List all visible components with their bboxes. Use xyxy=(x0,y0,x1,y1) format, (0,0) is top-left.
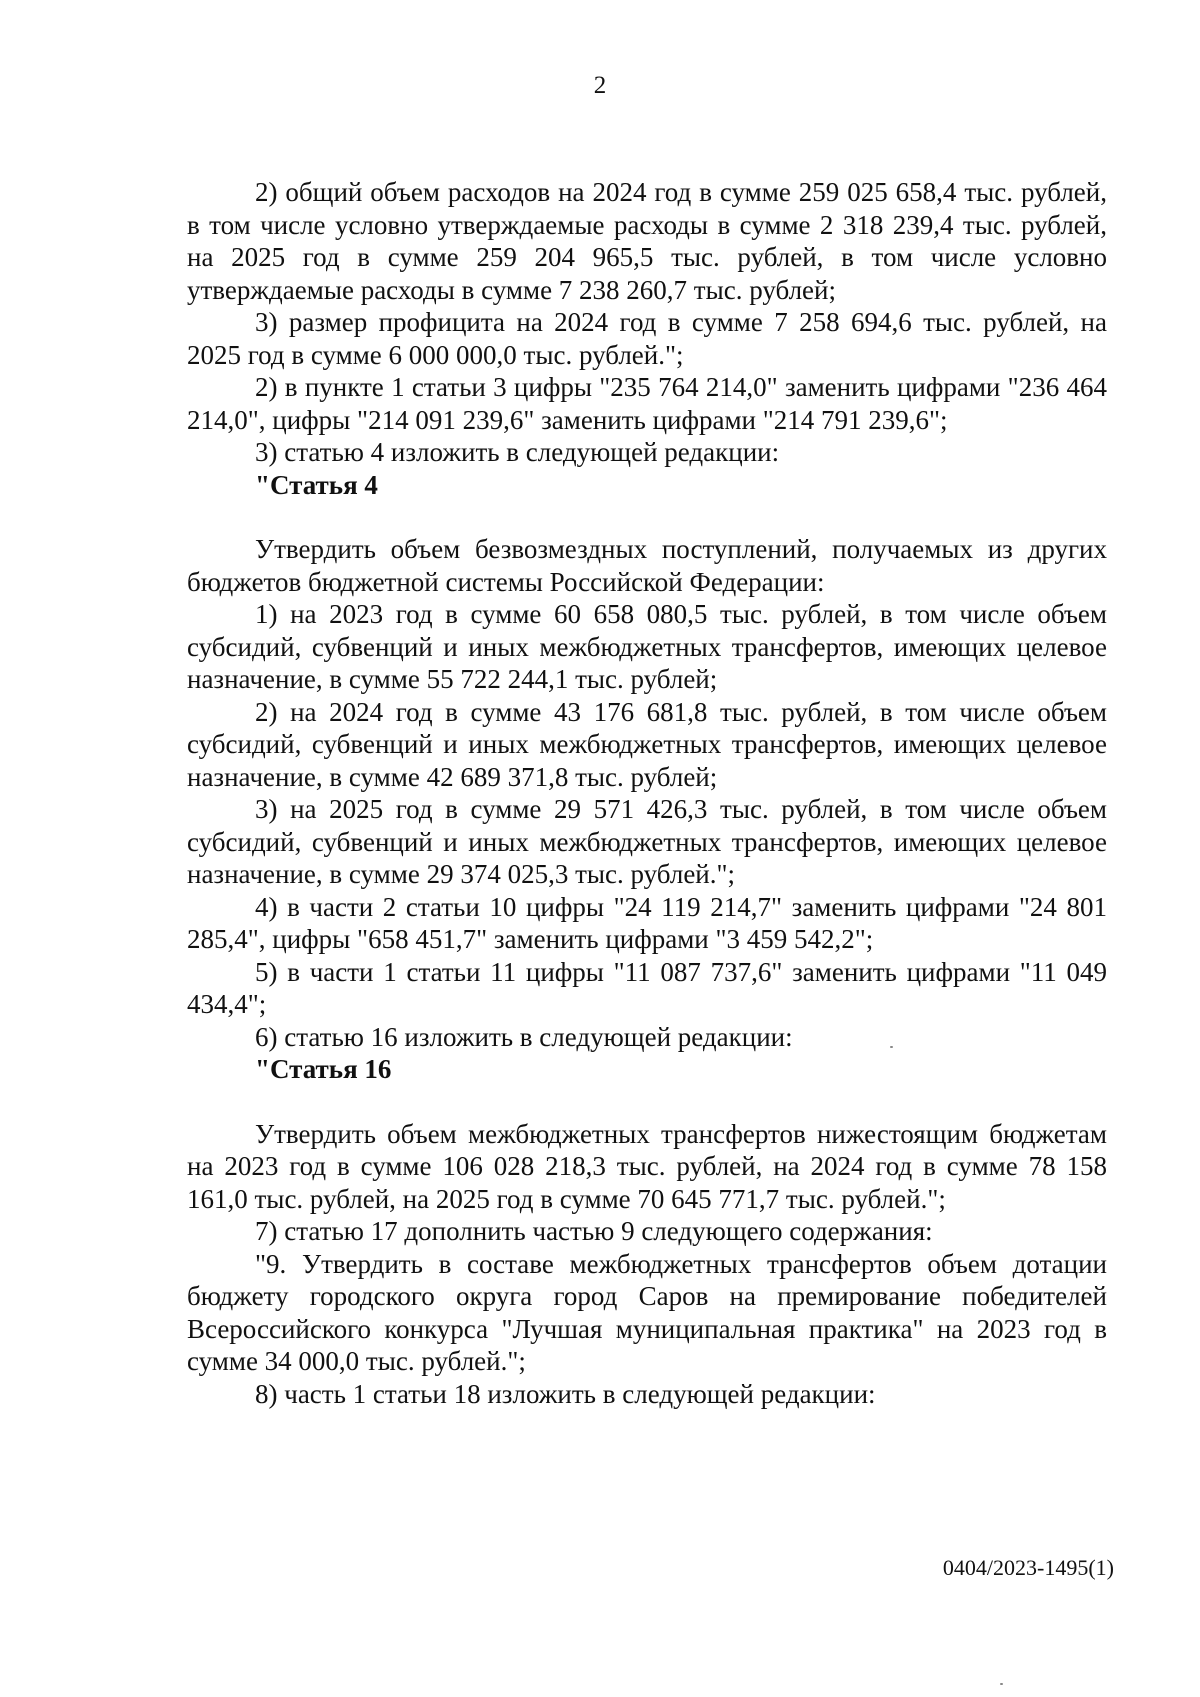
paragraph-article-11-amendment: 5) в части 1 статьи 11 цифры "11 087 737,6" заменить цифрами "11 049 434,4"; xyxy=(187,956,1107,1019)
document-body xyxy=(187,176,1107,1410)
paragraph-2025-receipts: 3) на 2025 год в сумме 29 571 426,3 тыс. рублей, в том числе объем субсидий, субвенций и иных межбюджетных трансфертов, имеющих целевое назначение, в сумме 29 374 025,3 тыс. рублей."; xyxy=(187,794,1107,889)
page-number: 2 xyxy=(593,72,607,99)
paragraph-article-16-intro: 6) статью 16 изложить в следующей редакции: xyxy=(255,1021,793,1052)
paragraph-2024-receipts: 2) на 2024 год в сумме 43 176 681,8 тыс. рублей, в том числе объем субсидий, субвенций и иных межбюджетных трансфертов, имеющих целевое назначение, в сумме 42 689 371,8 тыс. рублей; xyxy=(187,696,1107,792)
spacer xyxy=(187,501,1107,533)
paragraph-article-3-amendment: 2) в пункте 1 статьи 3 цифры "235 764 214,0" заменить цифрами "236 464 214,0", цифры "214 091 239,6" заменить цифрами "214 791 239,6"; xyxy=(187,372,1107,435)
scan-speck xyxy=(890,1046,893,1048)
paragraph-article-4-intro: 3) статью 4 изложить в следующей редакции: xyxy=(255,437,780,467)
paragraph-gratuitous-receipts: Утвердить объем безвозмездных поступлений, получаемых из других бюджетов бюджетной системы Российской Федерации: xyxy=(187,534,1107,597)
spacer xyxy=(187,1086,1107,1118)
paragraph-sarov-subsidy: "9. Утвердить в составе межбюджетных трансфертов объем дотации бюджету городского округа город Саров на премирование победителей Всероссийского конкурса "Лучшая муниципальная практика" на 2023 год в сумме 34 000,0 тыс. рублей."; xyxy=(187,1248,1107,1376)
paragraph-article-17-intro: 7) статью 17 дополнить частью 9 следующего содержания: xyxy=(255,1216,933,1246)
paragraph-surplus: 3) размер профицита на 2024 год в сумме 7 258 694,6 тыс. рублей, на 2025 год в сумме 6 000 000,0 тыс. рублей."; xyxy=(187,307,1107,370)
paragraph-article-10-amendment: 4) в части 2 статьи 10 цифры "24 119 214,7" заменить цифрами "24 801 285,4", цифры "658 451,7" заменить цифрами "3 459 542,2"; xyxy=(187,891,1107,954)
paragraph-2023-receipts: 1) на 2023 год в сумме 60 658 080,5 тыс. рублей, в том числе объем субсидий, субвенций и иных межбюджетных трансфертов, имеющих целевое назначение, в сумме 55 722 244,1 тыс. рублей; xyxy=(187,599,1107,694)
paragraph-total-expenses: 2) общий объем расходов на 2024 год в сумме 259 025 658,4 тыс. рублей, в том числе условно утверждаемые расходы в сумме 2 318 239,4 тыс. рублей, на 2025 год в сумме 259 204 965,5 тыс. рублей, в том числе условно утверждаемые расходы в сумме 7 238 260,7 тыс. рублей; xyxy=(187,177,1107,305)
scan-speck xyxy=(1000,1683,1003,1685)
document-number: 0404/2023-1495(1) xyxy=(942,1555,1114,1580)
heading-article-4: "Статья 4 xyxy=(255,469,378,500)
heading-article-16: "Статья 16 xyxy=(255,1054,392,1084)
paragraph-article-18-intro: 8) часть 1 статьи 18 изложить в следующей редакции: xyxy=(255,1378,876,1409)
paragraph-interbudget-transfers: Утвердить объем межбюджетных трансфертов нижестоящим бюджетам на 2023 год в сумме 106 028 218,3 тыс. рублей, на 2024 год в сумме 78 158 161,0 тыс. рублей, на 2025 год в сумме 70 645 771,7 тыс. рублей."; xyxy=(187,1118,1107,1214)
